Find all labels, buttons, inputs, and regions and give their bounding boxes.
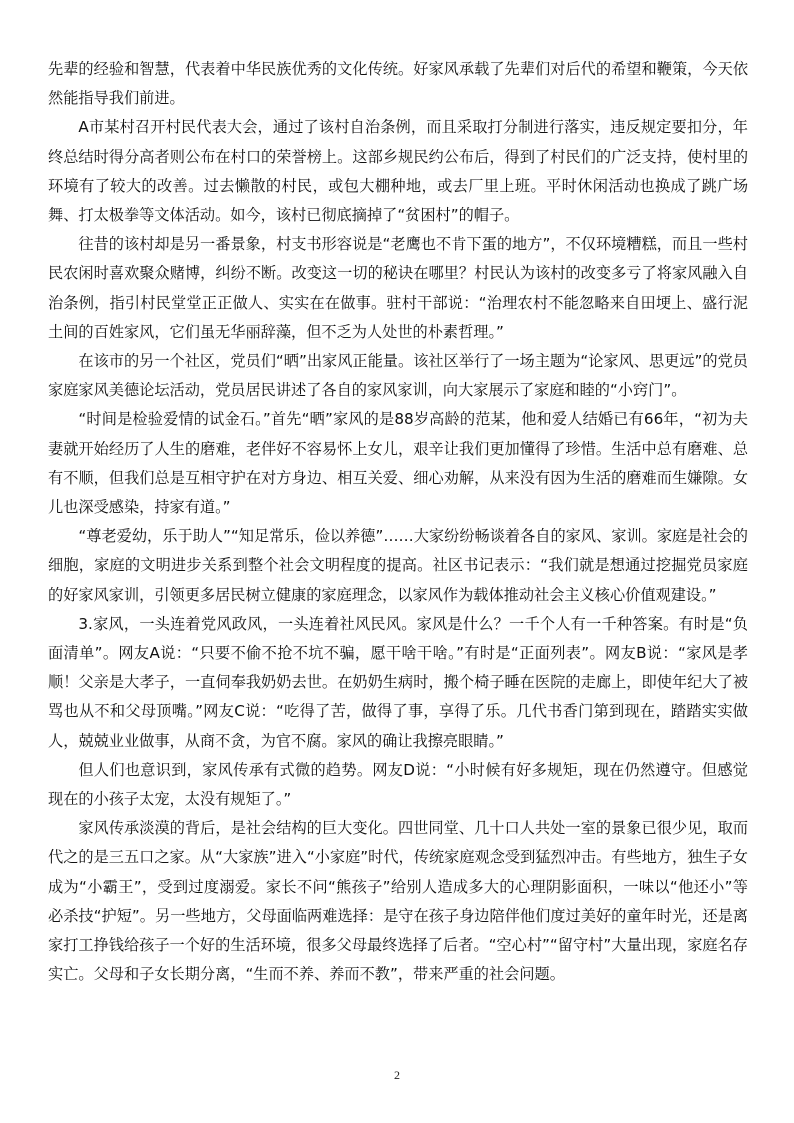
- paragraph-4: 在该市的另一个社区，党员们“晒”出家风正能量。该社区举行了一场主题为“论家风、思更远”的党员家庭家风美德论坛活动，党员居民讲述了各自的家风家训，向大家展示了家庭和睦的“小窍门”。: [48, 352, 748, 400]
- paragraph-3: 往昔的该村却是另一番景象，村支书形容说是“老鹰也不肯下蛋的地方”，不仅环境糟糕，而且一些村民农闲时喜欢聚众赌博，纠纷不断。改变这一切的秘诀在哪里？村民认为该村的改变多亏了将家风融入自治条例，指引村民堂堂正正做人、实实在在做事。驻村干部说：“治理农村不能忽略来自田埂上、盛行泥土间的百姓家风，它们虽无华丽辞藻，但不乏为人处世的朴素哲理。”: [48, 235, 748, 341]
- paragraph-5: “时间是检验爱情的试金石。”首先“晒”家风的是88岁高龄的范某，他和爱人结婚已有66年，“初为夫妻就开始经历了人生的磨难，老伴好不容易怀上女儿，艰辛让我们更加懂得了珍惜。生活中总有磨难、总有不顺，但我们总是互相守护在对方身边、相互关爱、细心劝解，从来没有因为生活的磨难而生嫌隙。女儿也深受感染，持家有道。”: [48, 410, 748, 517]
- paragraph-2: A市某村召开村民代表大会，通过了该村自治条例，而且采取打分制进行落实，违反规定要扣分，年终总结时得分高者则公布在村口的荣誉榜上。这部乡规民约公布后，得到了村民们的广泛支持，使村里的环境有了较大的改善。过去懒散的村民，或包大棚种地，或去厂里上班。平时休闲活动也换成了跳广场舞、打太极拳等文体活动。如今，该村已彻底摘掉了“贫困村”的帽子。: [48, 118, 748, 225]
- paragraph-7: 3.家风，一头连着党风政风，一头连着社风民风。家风是什么？一千个人有一千种答案。有时是“负面清单”。网友A说：“只要不偷不抢不坑不骗，愿干啥干啥。”有时是“正面列表”。网友B说：“家风是孝顺！父亲是大孝子，一直伺奉我奶奶去世。在奶奶生病时，搬个椅子睡在医院的走廊上，即使年纪大了被骂也从不和父母顶嘴。”网友C说：“吃得了苦，做得了事，享得了乐。几代书香门第到现在，踏踏实实做人，兢兢业业做事，从商不贪，为官不腐。家风的确让我擦亮眼睛。”: [48, 614, 748, 750]
- paragraph-8: 但人们也意识到，家风传承有式微的趋势。网友D说：“小时候有好多规矩，现在仍然遵守。但感觉现在的小孩子太宠，太没有规矩了。”: [48, 760, 748, 809]
- paragraph-9: 家风传承淡漠的背后，是社会结构的巨大变化。四世同堂、几十口人共处一室的景象已很少见，取而代之的是三五口之家。从“大家族”进入“小家庭”时代，传统家庭观念受到猛烈冲击。有些地方，独生子女成为“小霸王”，受到过度溺爱。家长不问“熊孩子”给别人造成多大的心理阴影面积，一味以“他还小”等必杀技“护短”。另一些地方，父母面临两难选择：是守在孩子身边陪伴他们度过美好的童年时光，还是离家打工挣钱给孩子一个好的生活环境，很多父母最终选择了后者。“空心村”“留守村”大量出现，家庭名存实亡。父母和子女长期分离，“生而不养、养而不教”，带来严重的社会问题。: [48, 819, 748, 984]
- page-number: 2: [394, 1068, 400, 1082]
- paragraph-1: 先辈的经验和智慧，代表着中华民族优秀的文化传统。好家风承载了先辈们对后代的希望和鞭策，今天依然能指导我们前进。: [48, 60, 748, 108]
- document-body: [48, 55, 748, 990]
- paragraph-6: “尊老爱幼，乐于助人”“知足常乐，俭以养德”……大家纷纷畅谈着各自的家风、家训。家庭是社会的细胞，家庭的文明进步关系到整个社会文明程度的提高。社区书记表示：“我们就是想通过挖掘党员家庭的好家风家训，引领更多居民树立健康的家庭理念，以家风作为载体推动社会主义核心价值观建设。”: [48, 527, 748, 604]
